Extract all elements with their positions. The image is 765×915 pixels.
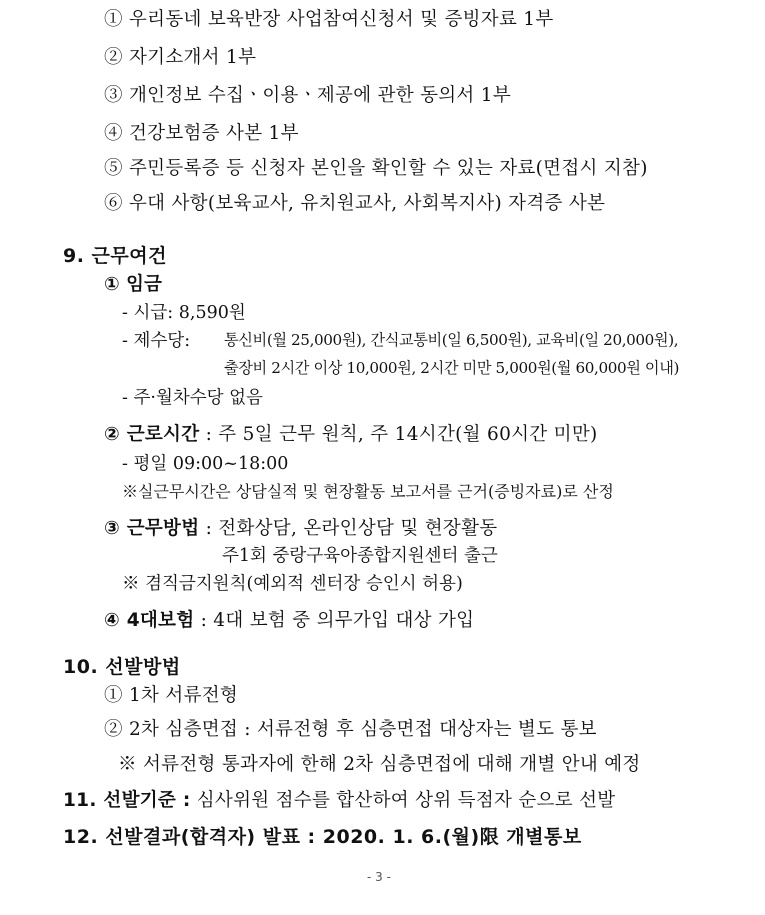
section-12-heading: 12. 선발결과(합격자) 발표 : 2020. 1. 6.(월)限 개별통보: [63, 826, 582, 848]
document-item: ① 우리동네 보육반장 사업참여신청서 및 증빙자료 1부: [104, 9, 554, 30]
method-note: ※ 겸직금지원칙(예외적 센터장 승인시 허용): [122, 574, 463, 594]
wage-hourly: - 시급: 8,590원: [122, 303, 246, 323]
wage-allowance-line1: 통신비(월 25,000원), 간식교통비(일 6,500원), 교육비(일 20,000원),: [224, 331, 679, 349]
document-item: ④ 건강보험증 사본 1부: [104, 123, 299, 144]
section-11-line: [63, 786, 615, 812]
section-9-heading: 9. 근무여건: [63, 245, 167, 267]
document-item: ② 자기소개서 1부: [104, 47, 257, 68]
hours-weekday: - 평일 09:00~18:00: [122, 454, 289, 474]
hours-desc: : 주 5일 근무 원칙, 주 14시간(월 60시간 미만): [205, 424, 598, 445]
method-title: ③ 근무방법: [104, 518, 200, 539]
insurance-desc: : 4대 보험 중 의무가입 대상 가입: [200, 610, 475, 631]
selection-step1: ① 1차 서류전형: [104, 685, 239, 706]
hours-line: [104, 420, 598, 446]
document-item: ③ 개인정보 수집ㆍ이용ㆍ제공에 관한 동의서 1부: [104, 85, 512, 106]
section-11-heading: 11. 선발기준 :: [63, 790, 191, 811]
insurance-line: [104, 606, 474, 632]
section-10-heading: 10. 선발방법: [63, 656, 181, 678]
wage-holiday: - 주·월차수당 없음: [122, 388, 263, 408]
method-desc: : 전화상담, 온라인상담 및 현장활동: [205, 518, 498, 539]
page-number: - 3 -: [367, 870, 391, 884]
wage-title: ① 임금: [104, 274, 162, 295]
wage-allowance-line2: 출장비 2시간 이상 10,000원, 2시간 미만 5,000원(월 60,000원 이내): [224, 359, 679, 377]
document-item: ⑥ 우대 사항(보육교사, 유치원교사, 사회복지사) 자격증 사본: [104, 193, 606, 214]
document-item: ⑤ 주민등록증 등 신청자 본인을 확인할 수 있는 자료(면접시 지참): [104, 158, 648, 179]
method-line: [104, 514, 497, 540]
section-11-desc: 심사위원 점수를 합산하여 상위 득점자 순으로 선발: [196, 790, 616, 811]
selection-note: ※ 서류전형 통과자에 한해 2차 심층면접에 대해 개별 안내 예정: [118, 754, 641, 775]
wage-allowance-label: - 제수당:: [122, 331, 191, 351]
insurance-title: ④ 4대보험: [104, 610, 195, 631]
hours-title: ② 근로시간: [104, 424, 200, 445]
hours-note: ※실근무시간은 상담실적 및 현장활동 보고서를 근거(증빙자료)로 산정: [122, 482, 614, 501]
selection-step2: ② 2차 심층면접 : 서류전형 후 심층면접 대상자는 별도 통보: [104, 719, 597, 740]
method-line2: 주1회 중랑구육아종합지원센터 출근: [222, 546, 498, 566]
